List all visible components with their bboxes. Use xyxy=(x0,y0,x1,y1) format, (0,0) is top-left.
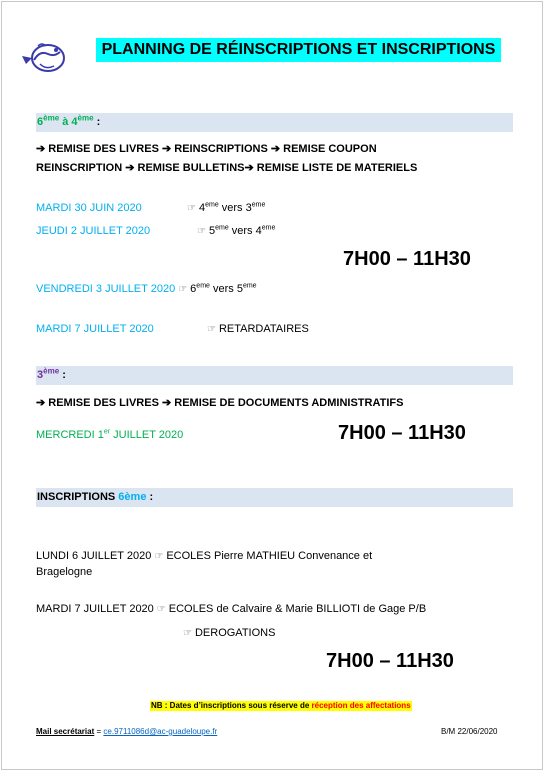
schedule-date: JEUDI 2 JUILLET 2020 xyxy=(36,225,151,237)
level-from: 6 xyxy=(190,283,197,295)
arrow-right-icon: ➔ xyxy=(125,162,135,174)
heading-inscriptions: INSCRIPTIONS xyxy=(37,491,119,503)
step-remise-liste: REMISE LISTE DE MATERIELS xyxy=(256,162,418,174)
level-from-sup: eme xyxy=(205,201,219,209)
step-remise-bulletins: REMISE BULLETINS xyxy=(137,162,245,174)
schedule-date-b: JUILLET 2020 xyxy=(110,429,184,441)
arrow-right-icon: ➔ xyxy=(161,143,172,155)
note-prefix: NB : Dates d’inscriptions sous réserve de xyxy=(151,701,312,710)
mail-link[interactable]: ce.9711086d@ac-guadeloupe.fr xyxy=(103,727,218,736)
derogations-label: DEROGATIONS xyxy=(194,627,276,639)
pointing-hand-icon: ☞ xyxy=(197,226,206,237)
schedule-date: LUNDI 6 JUILLET 2020 xyxy=(36,550,152,562)
page-title: PLANNING DE RÉINSCRIPTIONS ET INSCRIPTIONS xyxy=(96,38,501,62)
heading-level-mid: à 4 xyxy=(59,116,78,128)
schedule-date: MARDI 7 JUILLET 2020 xyxy=(36,323,154,335)
schedule-row-late xyxy=(36,323,309,335)
heading-level: 6ème xyxy=(118,491,147,503)
heading-colon: : xyxy=(93,116,101,128)
inscription-schools: ECOLES Pierre MATHIEU Convenance et xyxy=(166,550,373,562)
schedule-row xyxy=(36,283,257,295)
level-from-sup: eme xyxy=(215,224,229,232)
heading-level: 3 xyxy=(37,369,44,381)
steps-line-1 xyxy=(36,142,377,155)
pointing-hand-icon: ☞ xyxy=(178,284,188,295)
schedule-row-3eme xyxy=(36,429,183,441)
level-from-sup: eme xyxy=(196,282,210,290)
step-remise-documents: REMISE DE DOCUMENTS ADMINISTRATIFS xyxy=(174,397,404,409)
section-heading-inscriptions xyxy=(36,488,513,507)
level-to-sup: eme xyxy=(242,282,257,290)
step-remise-livres: REMISE DES LIVRES xyxy=(48,143,159,155)
heading-level-sup: ème xyxy=(43,366,60,376)
arrow-right-icon: ➔ xyxy=(36,397,46,409)
late-label: RETARDATAIRES xyxy=(218,323,309,335)
arrow-right-icon: ➔ xyxy=(36,143,46,155)
note-highlight: réception des affectations xyxy=(311,701,411,710)
inscription-row xyxy=(36,550,372,562)
step-remise-livres: REMISE DES LIVRES xyxy=(48,397,159,409)
schedule-row xyxy=(36,202,265,214)
mail-separator: = xyxy=(94,727,104,736)
inscription-row xyxy=(36,603,426,615)
heading-colon: : xyxy=(59,369,66,381)
arrow-right-icon: ➔ xyxy=(270,143,281,155)
schedule-date-sup: er xyxy=(103,428,111,436)
step-reinscription: REINSCRIPTION xyxy=(36,162,123,174)
level-to-sup: eme xyxy=(261,224,276,232)
heading-level-a: 6 xyxy=(37,116,44,128)
level-to-sup: eme xyxy=(251,201,266,209)
schedule-date: MARDI 7 JUILLET 2020 xyxy=(36,603,154,615)
time-range-6eme-4eme: 7H00 – 11H30 xyxy=(343,248,471,270)
footer-mail xyxy=(36,727,217,736)
arrow-right-icon: ➔ xyxy=(161,397,172,409)
inscription-derogations xyxy=(183,627,275,639)
schedule-date: VENDREDI 3 JUILLET 2020 xyxy=(36,283,176,295)
mail-label: Mail secrétariat xyxy=(36,727,95,736)
pointing-hand-icon: ☞ xyxy=(154,551,164,562)
inscription-row-cont: Bragelogne xyxy=(36,566,93,578)
step-reinscriptions: REINSCRIPTIONS xyxy=(174,143,268,155)
section-heading-6eme-4eme xyxy=(36,113,513,132)
inscription-schools: ECOLES de Calvaire & Marie BILLIOTI de Gage P/B xyxy=(168,603,427,615)
level-from: 4 xyxy=(198,202,206,214)
pointing-hand-icon: ☞ xyxy=(156,604,166,615)
school-logo xyxy=(18,38,70,78)
step-remise-coupon: REMISE COUPON xyxy=(283,143,377,155)
level-mid: vers 3 xyxy=(218,202,252,214)
level-mid: vers 4 xyxy=(228,225,262,237)
schedule-date: MARDI 30 JUIN 2020 xyxy=(36,202,142,214)
steps-line-2 xyxy=(36,161,417,174)
footer-reference: B/M 22/06/2020 xyxy=(441,727,498,736)
arrow-right-icon: ➔ xyxy=(244,162,254,174)
heading-colon: : xyxy=(146,491,154,503)
pointing-hand-icon: ☞ xyxy=(183,628,192,639)
heading-level-a-sup: ème xyxy=(43,113,60,123)
time-range-3eme: 7H00 – 11H30 xyxy=(338,422,466,444)
schedule-row xyxy=(36,225,275,237)
steps-line-3eme xyxy=(36,396,403,409)
heading-level-b-sup: ème xyxy=(77,113,94,123)
schedule-date-a: MERCREDI 1 xyxy=(36,429,104,441)
inscription-note xyxy=(150,701,412,711)
level-from: 5 xyxy=(208,225,216,237)
level-mid: vers 5 xyxy=(209,283,243,295)
pointing-hand-icon: ☞ xyxy=(187,203,196,214)
time-range-inscriptions: 7H00 – 11H30 xyxy=(326,650,454,672)
pointing-hand-icon: ☞ xyxy=(207,324,216,335)
section-heading-3eme xyxy=(36,366,513,385)
